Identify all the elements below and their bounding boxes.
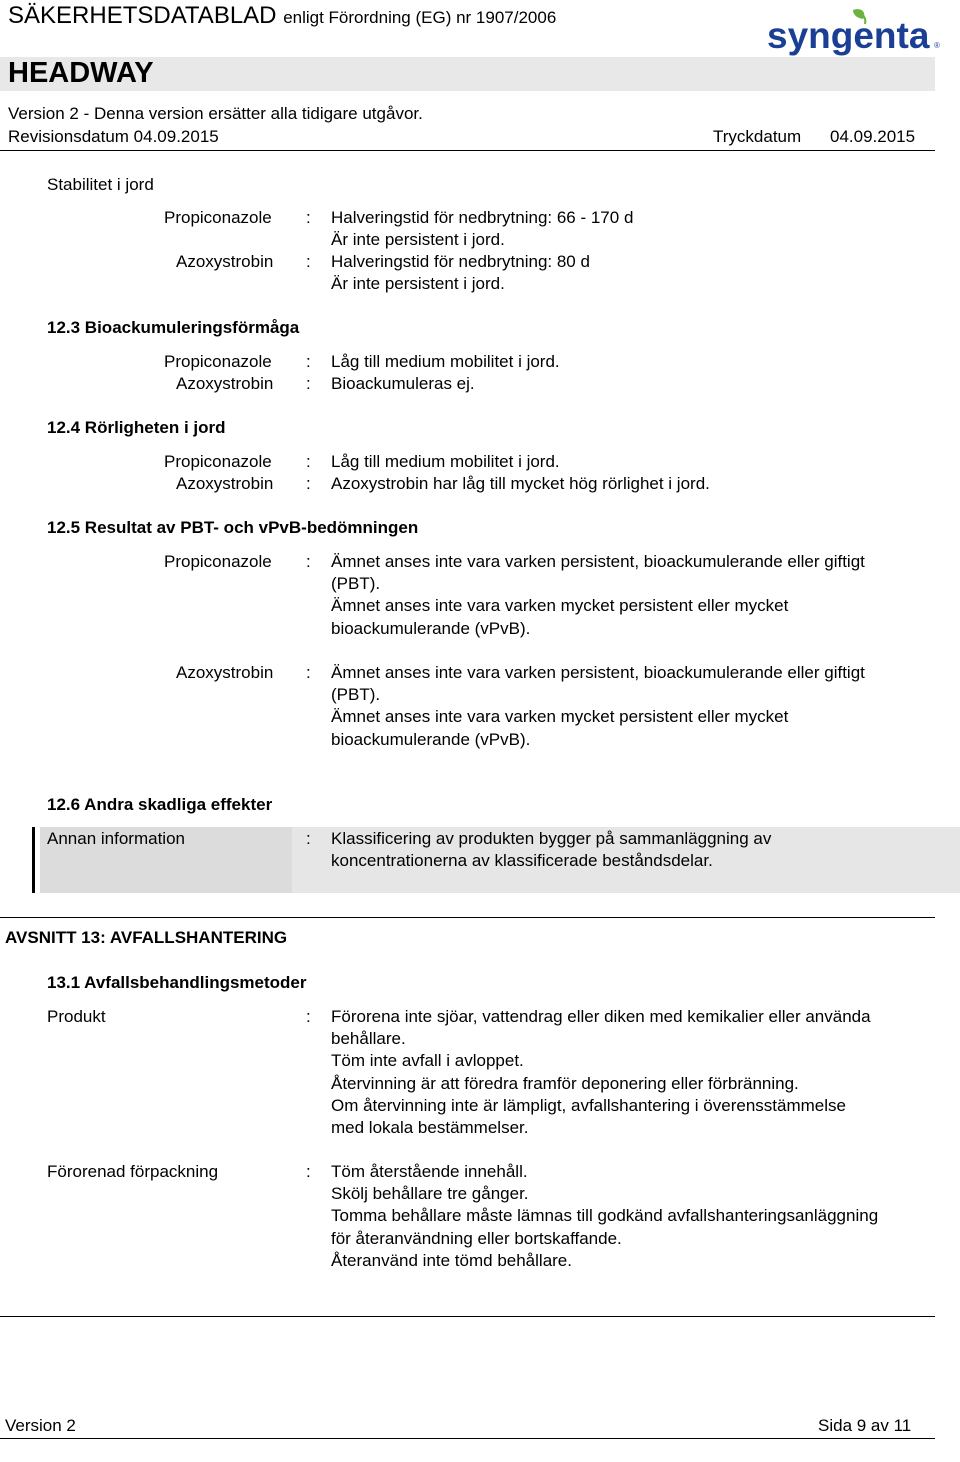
row-value: Bioackumuleras ej. bbox=[331, 374, 475, 393]
row-value bbox=[331, 251, 590, 295]
syngenta-logo bbox=[765, 8, 945, 58]
row-value bbox=[331, 1006, 871, 1139]
value-line: Töm återstående innehåll. bbox=[331, 1162, 528, 1181]
row-label: Azoxystrobin bbox=[176, 252, 274, 271]
row-label: Azoxystrobin bbox=[176, 474, 274, 493]
section-13-heading: AVSNITT 13: AVFALLSHANTERING bbox=[5, 928, 288, 947]
section-13-1-heading: 13.1 Avfallsbehandlingsmetoder bbox=[47, 973, 307, 992]
colon: : bbox=[306, 1007, 311, 1026]
row-label: Förorenad förpackning bbox=[47, 1162, 219, 1181]
row-label: Azoxystrobin bbox=[176, 663, 274, 682]
value-line: Återanvänd inte tömd behållare. bbox=[331, 1250, 572, 1270]
colon: : bbox=[306, 252, 311, 271]
value-line: med lokala bestämmelser. bbox=[331, 1118, 529, 1138]
footer-page-number: Sida 9 av 11 bbox=[818, 1416, 912, 1435]
colon: : bbox=[306, 552, 311, 571]
value-line: Ämnet anses inte vara varken persistent, bioackumulerande eller giftigt bbox=[331, 663, 865, 682]
section-12-4-heading: 12.4 Rörligheten i jord bbox=[47, 418, 226, 437]
title-regulation: enligt Förordning (EG) nr 1907/2006 bbox=[283, 8, 557, 27]
svg-text:syngenta: syngenta bbox=[767, 15, 930, 56]
value-line: Halveringstid för nedbrytning: 66 - 170 d bbox=[331, 208, 634, 227]
stability-heading: Stabilitet i jord bbox=[47, 175, 154, 194]
value-line: koncentrationerna av klassificerade beståndsdelar. bbox=[331, 851, 713, 871]
row-value bbox=[331, 1161, 878, 1272]
value-line: Ämnet anses inte vara varken mycket persistent eller mycket bbox=[331, 707, 789, 727]
colon: : bbox=[306, 452, 311, 471]
section-12-5-heading: 12.5 Resultat av PBT- och vPvB-bedömningen bbox=[47, 518, 419, 537]
value-line: Är inte persistent i jord. bbox=[331, 274, 505, 294]
version-line: Version 2 - Denna version ersätter alla tidigare utgåvor. bbox=[8, 104, 423, 123]
value-line: Halveringstid för nedbrytning: 80 d bbox=[331, 252, 590, 271]
value-line: för återanvändning eller bortskaffande. bbox=[331, 1228, 622, 1248]
row-label: Propiconazole bbox=[164, 352, 272, 371]
document-title bbox=[8, 2, 556, 30]
row-label: Propiconazole bbox=[164, 452, 272, 471]
row-value: Azoxystrobin har låg till mycket hög rörlighet i jord. bbox=[331, 474, 710, 493]
value-line: bioackumulerande (vPvB). bbox=[331, 618, 531, 638]
row-value bbox=[331, 551, 865, 640]
colon: : bbox=[306, 374, 311, 393]
row-value: Låg till medium mobilitet i jord. bbox=[331, 352, 560, 371]
colon: : bbox=[306, 352, 311, 371]
row-label: Propiconazole bbox=[164, 552, 272, 571]
footer-version: Version 2 bbox=[5, 1416, 76, 1435]
colon: : bbox=[306, 1162, 311, 1181]
value-line: Ämnet anses inte vara varken persistent, bioackumulerande eller giftigt bbox=[331, 552, 865, 571]
value-line: bioackumulerande (vPvB). bbox=[331, 729, 531, 749]
row-value bbox=[331, 207, 633, 251]
row-label: Annan information bbox=[47, 829, 185, 848]
value-line: Skölj behållare tre gånger. bbox=[331, 1184, 529, 1204]
value-line: Ämnet anses inte vara varken mycket persistent eller mycket bbox=[331, 596, 789, 616]
print-date-label: Tryckdatum bbox=[713, 127, 802, 146]
value-line: Om återvinning inte är lämpligt, avfallshantering i överensstämmelse bbox=[331, 1095, 846, 1115]
value-line: behållare. bbox=[331, 1029, 406, 1049]
section-divider bbox=[0, 917, 935, 918]
row-label: Produkt bbox=[47, 1007, 106, 1026]
value-line: Tomma behållare måste lämnas till godkänd avfallshanteringsanläggning bbox=[331, 1206, 879, 1226]
section-divider bbox=[0, 1316, 935, 1317]
revision-date: Revisionsdatum 04.09.2015 bbox=[8, 127, 219, 146]
footer-divider bbox=[0, 1438, 935, 1439]
value-line: Klassificering av produkten bygger på sammanläggning av bbox=[331, 829, 772, 848]
row-value bbox=[331, 828, 771, 872]
colon: : bbox=[306, 663, 311, 682]
value-line: (PBT). bbox=[331, 574, 381, 594]
header-divider bbox=[0, 150, 935, 151]
row-value bbox=[331, 662, 865, 751]
print-date: 04.09.2015 bbox=[830, 127, 916, 146]
value-line: Töm inte avfall i avloppet. bbox=[331, 1051, 524, 1071]
colon: : bbox=[306, 829, 311, 848]
product-name: HEADWAY bbox=[8, 57, 154, 89]
value-line: (PBT). bbox=[331, 685, 381, 705]
row-label: Azoxystrobin bbox=[176, 374, 274, 393]
colon: : bbox=[306, 208, 311, 227]
value-line: Återvinning är att föredra framför deponering eller förbränning. bbox=[331, 1073, 799, 1093]
section-12-3-heading: 12.3 Bioackumuleringsförmåga bbox=[47, 318, 300, 337]
value-line: Förorena inte sjöar, vattendrag eller diken med kemikalier eller använda bbox=[331, 1007, 871, 1026]
title-main: SÄKERHETSDATABLAD bbox=[8, 2, 277, 29]
colon: : bbox=[306, 474, 311, 493]
value-line: Är inte persistent i jord. bbox=[331, 230, 505, 250]
svg-text:®: ® bbox=[934, 41, 940, 50]
change-bar bbox=[32, 827, 35, 893]
row-label: Propiconazole bbox=[164, 208, 272, 227]
row-value: Låg till medium mobilitet i jord. bbox=[331, 452, 560, 471]
section-12-6-heading: 12.6 Andra skadliga effekter bbox=[47, 795, 273, 814]
